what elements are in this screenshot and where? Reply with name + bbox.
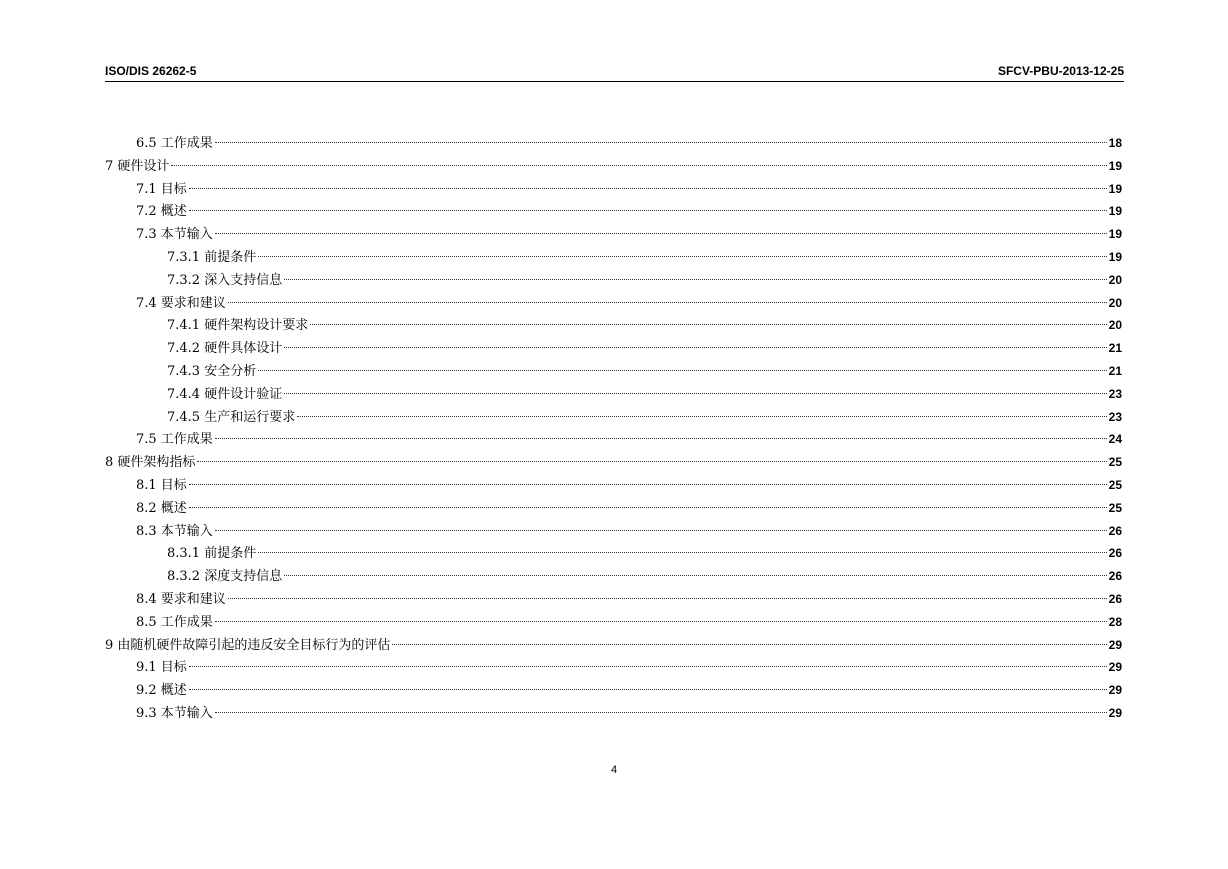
- toc-entry-page: 19: [1108, 204, 1122, 219]
- toc-dot-leader: [215, 621, 1107, 622]
- toc-entry-title: 9 由随机硬件故障引起的违反安全目标行为的评估: [105, 637, 391, 653]
- toc-entry-title: 8.3.2 深度支持信息: [167, 569, 283, 585]
- toc-entry[interactable]: [105, 542, 1122, 565]
- toc-entry-page: 20: [1108, 295, 1122, 310]
- toc-dot-leader: [189, 666, 1107, 667]
- toc-entry-page: 19: [1108, 249, 1122, 264]
- toc-entry-title: 7 硬件设计: [105, 158, 170, 174]
- toc-entry-page: 29: [1108, 660, 1122, 675]
- toc-dot-leader: [258, 552, 1106, 553]
- page-number: 4: [610, 764, 618, 776]
- toc-entry[interactable]: [105, 337, 1122, 360]
- toc-dot-leader: [258, 256, 1106, 257]
- toc-entry[interactable]: [105, 520, 1122, 543]
- toc-entry[interactable]: [105, 178, 1122, 201]
- toc-entry[interactable]: [105, 223, 1122, 246]
- toc-entry-page: 23: [1108, 386, 1122, 401]
- toc-dot-leader: [284, 279, 1106, 280]
- toc-dot-leader: [310, 324, 1106, 325]
- toc-dot-leader: [189, 507, 1107, 508]
- toc-dot-leader: [215, 438, 1107, 439]
- toc-entry[interactable]: [105, 155, 1122, 178]
- toc-entry[interactable]: [105, 634, 1122, 657]
- toc-entry[interactable]: [105, 611, 1122, 634]
- toc-entry-page: 26: [1108, 569, 1122, 584]
- toc-entry[interactable]: [105, 656, 1122, 679]
- toc-entry-page: 19: [1108, 227, 1122, 242]
- toc-entry-page: 19: [1108, 158, 1122, 173]
- toc-entry-page: 28: [1108, 614, 1122, 629]
- toc-entry-title: 9.3 本节输入: [136, 705, 213, 721]
- toc-entry[interactable]: [105, 565, 1122, 588]
- toc-dot-leader: [228, 598, 1107, 599]
- toc-entry-page: 20: [1108, 272, 1122, 287]
- toc-dot-leader: [215, 712, 1107, 713]
- toc-entry[interactable]: [105, 132, 1122, 155]
- toc-entry-title: 8.3.1 前提条件: [167, 546, 257, 562]
- toc-entry-title: 9.1 目标: [136, 660, 187, 676]
- toc-entry[interactable]: [105, 269, 1122, 292]
- toc-entry-page: 26: [1108, 591, 1122, 606]
- toc-dot-leader: [228, 302, 1107, 303]
- toc-entry-page: 23: [1108, 409, 1122, 424]
- toc-entry[interactable]: [105, 383, 1122, 406]
- toc-entry[interactable]: [105, 451, 1122, 474]
- toc-dot-leader: [197, 461, 1106, 462]
- header-version: SFCV-PBU-2013-12-25: [997, 64, 1124, 78]
- toc-dot-leader: [284, 393, 1106, 394]
- toc-entry-title: 7.2 概述: [136, 204, 187, 220]
- toc-entry[interactable]: [105, 428, 1122, 451]
- toc-entry-page: 26: [1108, 546, 1122, 561]
- toc-entry-page: 26: [1108, 523, 1122, 538]
- header-document-id: ISO/DIS 26262-5: [105, 64, 197, 78]
- toc-entry[interactable]: [105, 360, 1122, 383]
- toc-entry[interactable]: [105, 406, 1122, 429]
- toc-entry-title: 8.3 本节输入: [136, 523, 213, 539]
- toc-entry-title: 7.4.1 硬件架构设计要求: [167, 318, 309, 334]
- toc-entry-page: 25: [1108, 455, 1122, 470]
- page-header: [105, 62, 1124, 82]
- toc-entry-title: 8 硬件架构指标: [105, 455, 196, 471]
- toc-entry[interactable]: [105, 474, 1122, 497]
- toc-entry-title: 7.5 工作成果: [136, 432, 213, 448]
- toc-entry[interactable]: [105, 200, 1122, 223]
- toc-entry-title: 8.5 工作成果: [136, 614, 213, 630]
- toc-entry-title: 7.3.1 前提条件: [167, 249, 257, 265]
- toc-entry-page: 21: [1108, 341, 1122, 356]
- toc-entry-page: 25: [1108, 477, 1122, 492]
- toc-entry-page: 25: [1108, 500, 1122, 515]
- toc-entry-page: 20: [1108, 318, 1122, 333]
- toc-entry-title: 7.3.2 深入支持信息: [167, 272, 283, 288]
- toc-dot-leader: [392, 644, 1106, 645]
- toc-entry-title: 7.4.2 硬件具体设计: [167, 341, 283, 357]
- toc-entry[interactable]: [105, 679, 1122, 702]
- toc-dot-leader: [284, 347, 1106, 348]
- toc-entry-title: 9.2 概述: [136, 683, 187, 699]
- toc-entry-title: 7.4 要求和建议: [136, 295, 226, 311]
- toc-entry[interactable]: [105, 292, 1122, 315]
- toc-dot-leader: [189, 210, 1107, 211]
- toc-dot-leader: [297, 416, 1106, 417]
- toc-entry[interactable]: [105, 246, 1122, 269]
- toc-entry-page: 18: [1108, 136, 1122, 150]
- toc-dot-leader: [189, 689, 1107, 690]
- toc-entry-page: 29: [1108, 637, 1122, 652]
- toc-entry[interactable]: [105, 702, 1122, 725]
- toc-dot-leader: [284, 575, 1106, 576]
- toc-dot-leader: [215, 233, 1107, 234]
- toc-entry-title: 6.5 工作成果: [136, 136, 213, 151]
- toc-dot-leader: [189, 484, 1107, 485]
- toc-entry-title: 7.4.4 硬件设计验证: [167, 386, 283, 402]
- toc-entry-page: 19: [1108, 181, 1122, 196]
- toc-entry-title: 7.4.5 生产和运行要求: [167, 409, 296, 425]
- toc-entry[interactable]: [105, 588, 1122, 611]
- toc-dot-leader: [258, 370, 1106, 371]
- toc-entry-title: 7.4.3 安全分析: [167, 363, 257, 379]
- toc-entry-page: 21: [1108, 363, 1122, 378]
- toc-entry-title: 7.1 目标: [136, 181, 187, 197]
- toc-dot-leader: [215, 530, 1107, 531]
- toc-dot-leader: [215, 142, 1107, 143]
- toc-entry-title: 8.4 要求和建议: [136, 591, 226, 607]
- table-of-contents: [105, 132, 1122, 725]
- toc-dot-leader: [189, 188, 1107, 189]
- toc-dot-leader: [171, 165, 1106, 166]
- toc-entry-title: 8.2 概述: [136, 500, 187, 516]
- toc-entry-page: 24: [1108, 432, 1122, 447]
- toc-entry-title: 8.1 目标: [136, 477, 187, 493]
- toc-entry-title: 7.3 本节输入: [136, 227, 213, 243]
- toc-entry-page: 29: [1108, 705, 1122, 720]
- toc-entry[interactable]: [105, 497, 1122, 520]
- toc-entry-page: 29: [1108, 683, 1122, 698]
- toc-entry[interactable]: [105, 314, 1122, 337]
